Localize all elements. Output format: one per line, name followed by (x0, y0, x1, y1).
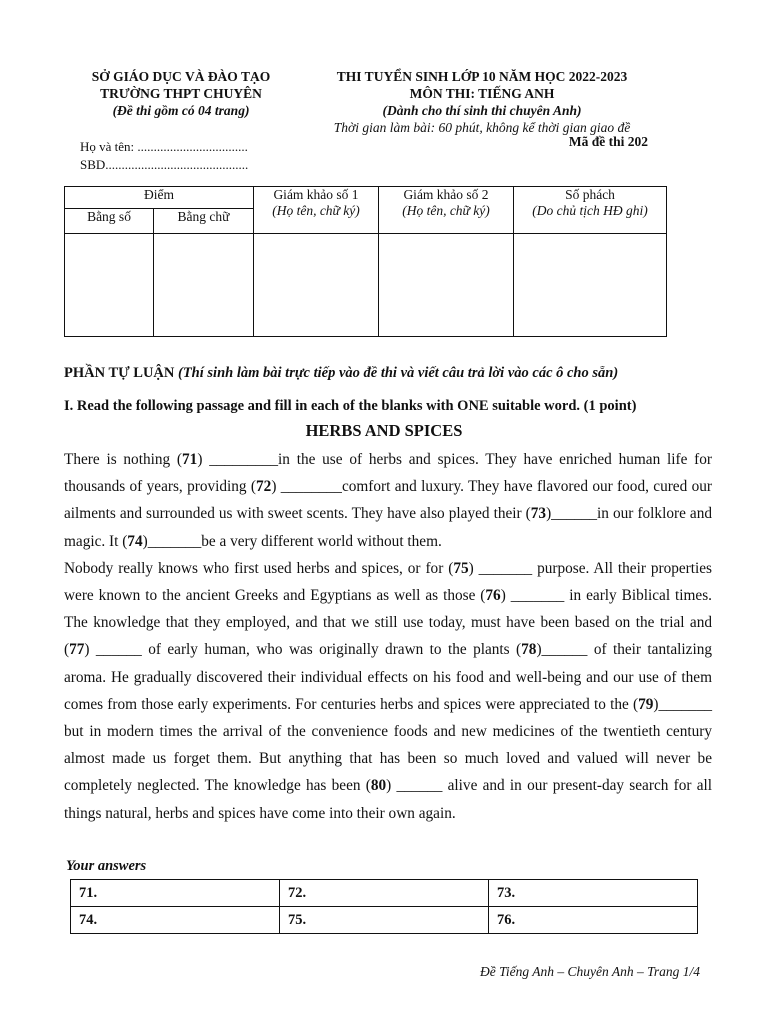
passage (64, 446, 712, 827)
blank-number-72: 72 (256, 478, 272, 496)
examiner2-cell[interactable] (379, 234, 514, 337)
school-header (60, 68, 302, 119)
passage-text: ) _________in the use of herbs and spices. They have enriched human life for thousands of years, providing ( (64, 451, 712, 496)
passage-text: )_______be a very different world without them. (142, 532, 442, 550)
score-words-cell[interactable] (154, 234, 254, 337)
answer-cell-71[interactable]: 71. (71, 880, 280, 907)
passage-text: )______in our folklore and magic. It ( (64, 505, 712, 550)
sophach-header (514, 187, 667, 234)
score-number-cell[interactable] (65, 234, 154, 337)
examiner2-header (379, 187, 514, 234)
exam-code: Mã đề thi 202 (568, 134, 648, 149)
sophach-title: Số phách (565, 187, 615, 202)
exercise-instruction: I. Read the following passage and fill in each of the blanks with ONE suitable word. (1 point) (64, 398, 637, 414)
section-title: PHẦN TỰ LUẬN (64, 365, 175, 381)
answer-cell-73[interactable]: 73. (489, 880, 698, 907)
passage-text: ) ______ of early human, who was originally drawn to the plants ( (84, 641, 522, 659)
exam-title: THI TUYỂN SINH LỚP 10 NĂM HỌC 2022-2023 (336, 69, 628, 84)
answer-cell-76[interactable]: 76. (489, 907, 698, 934)
exam-subject: MÔN THI: TIẾNG ANH (409, 86, 555, 101)
passage-text: )______ of their tantalizing aroma. He gradually discovered their individual effects on his food and well-being and our use of them comes from those early experiments. For centuries herbs and spices were appreciated to the ( (64, 641, 712, 713)
score-number-header: Bằng số (65, 209, 154, 234)
score-words-header: Bằng chữ (154, 209, 254, 234)
exam-header (300, 68, 664, 136)
section-note: (Thí sinh làm bài trực tiếp vào đề thi và viết câu trả lời vào các ô cho sẵn) (178, 365, 619, 381)
blank-number-75: 75 (453, 559, 469, 577)
page-count-note: (Đề thi gồm có 04 trang) (112, 103, 250, 118)
school-name: TRƯỜNG THPT CHUYÊN (100, 86, 262, 101)
exam-audience: (Dành cho thí sinh thi chuyên Anh) (382, 103, 582, 118)
answer-cell-75[interactable]: 75. (280, 907, 489, 934)
examiner1-header (254, 187, 379, 234)
grade-table (64, 186, 667, 337)
blank-number-79: 79 (638, 695, 654, 713)
blank-number-78: 78 (521, 641, 537, 659)
answer-cell-72[interactable]: 72. (280, 880, 489, 907)
sbd-field[interactable]: SBD............................................ (80, 157, 249, 172)
blank-number-74: 74 (127, 532, 143, 550)
blank-number-77: 77 (69, 641, 85, 659)
blank-number-76: 76 (485, 587, 501, 605)
name-field[interactable]: Họ và tên: .................................. (80, 139, 248, 154)
passage-text: There is nothing ( (64, 451, 183, 468)
section-heading (64, 365, 704, 382)
paragraph-1 (64, 446, 712, 555)
blank-number-73: 73 (530, 505, 547, 523)
passage-text: ) _______ in early Biblical times. The knowledge that they employed, and that we still use today, must have been based on the trial and ( (64, 587, 712, 659)
examiner1-note: (Họ tên, chữ ký) (272, 203, 360, 218)
blank-number-71: 71 (182, 451, 198, 468)
passage-text: ) ________comfort and luxury. They have flavored our food, cured our ailments and surrounded us with sweet scents. They have also played their ( (64, 478, 712, 523)
score-header: Điểm (65, 187, 254, 209)
answers-row (71, 880, 698, 907)
answers-table (70, 879, 698, 934)
answer-cell-74[interactable]: 74. (71, 907, 280, 934)
passage-title: HERBS AND SPICES (305, 421, 463, 440)
passage-text: ) _______ purpose. All their properties were known to the ancient Greeks and Egyptians as well as those ( (64, 559, 712, 605)
examiner2-title: Giám khảo số 2 (403, 187, 489, 202)
exam-duration: Thời gian làm bài: 60 phút, không kể thời gian giao đề (333, 120, 631, 135)
passage-text: Nobody really knows who first used herbs and spices, or for ( (64, 559, 454, 577)
sophach-cell[interactable] (514, 234, 667, 337)
answers-title: Your answers (66, 858, 147, 874)
paragraph-2 (64, 555, 712, 827)
passage-text: ) ______ alive and in our present-day search for all things natural, herbs and spices have come into their own again. (64, 777, 712, 822)
examiner1-title: Giám khảo số 1 (273, 187, 359, 202)
sophach-note: (Do chủ tịch HĐ ghi) (532, 203, 648, 218)
page-footer: Đề Tiếng Anh – Chuyên Anh – Trang 1/4 (479, 964, 700, 979)
blank-number-80: 80 (370, 777, 387, 795)
passage-text: )_______ but in modern times the arrival of the convenience foods and new medicines of the twentieth century almost made us forget them. But anything that has been so much loved and valued will never be completely neglected. The knowledge has been ( (64, 695, 712, 795)
examiner1-cell[interactable] (254, 234, 379, 337)
examiner2-note: (Họ tên, chữ ký) (402, 203, 490, 218)
department-name: SỞ GIÁO DỤC VÀ ĐÀO TẠO (91, 69, 271, 84)
answers-row (71, 907, 698, 934)
